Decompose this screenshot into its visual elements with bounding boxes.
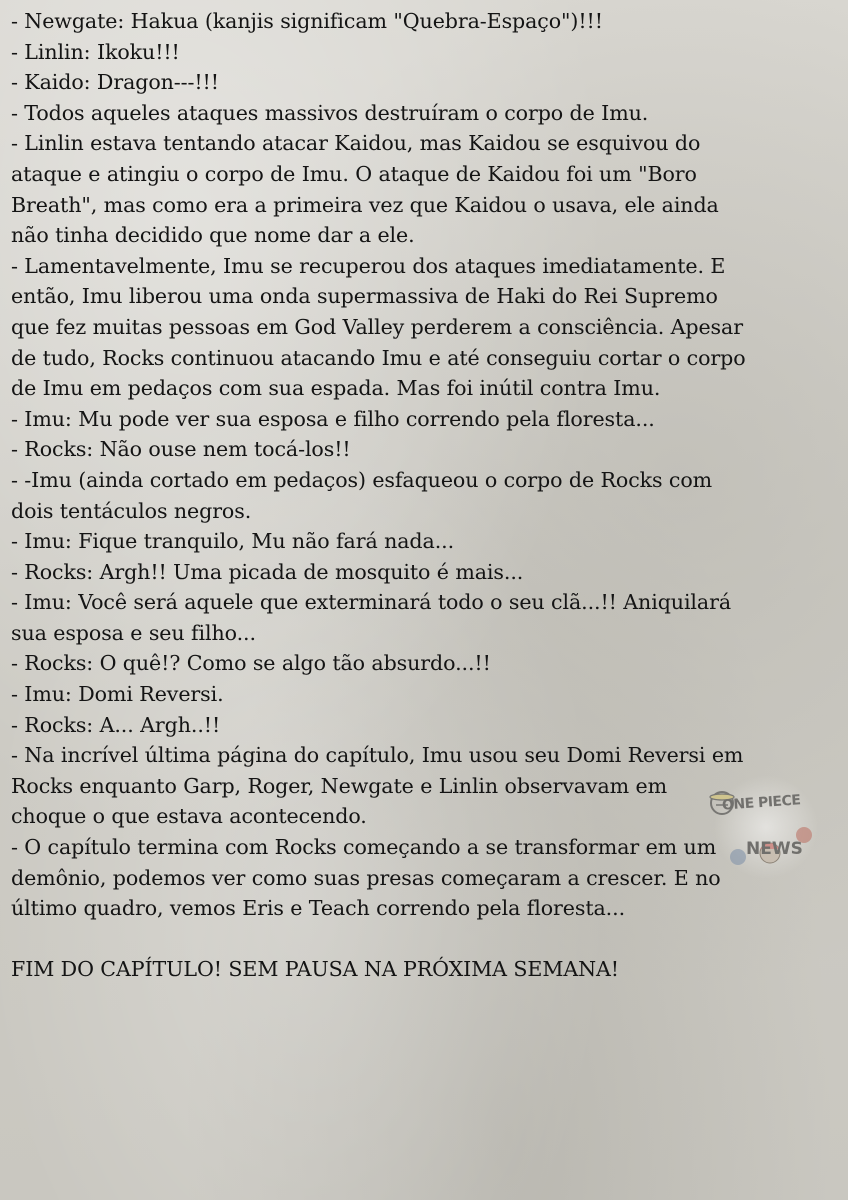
chapter-end-footer: FIM DO CAPÍTULO! SEM PAUSA NA PRÓXIMA SEMANA! [11,957,619,982]
watermark-logo-text: ONE PIECE [721,792,801,814]
text-line: - Lamentavelmente, Imu se recuperou dos ataques imediatamente. E [11,253,726,278]
text-line: então, Imu liberou uma onda supermassiva de Haki do Rei Supremo [11,284,718,309]
text-line: - Imu: Mu pode ver sua esposa e filho correndo pela floresta... [11,406,655,431]
straw-hat-jolly-roger-icon [708,775,828,885]
text-line: Breath", mas como era a primeira vez que Kaidou o usava, ele ainda [11,192,719,217]
text-line: - Rocks: O quê!? Como se algo tão absurdo...!! [11,651,491,676]
text-line: dois tentáculos negros. [11,498,252,523]
text-line: Rocks enquanto Garp, Roger, Newgate e Linlin observavam em [11,773,668,798]
text-line: - Newgate: Hakua (kanjis significam "Quebra-Espaço")!!! [11,9,603,33]
text-line: - Na incrível última página do capítulo, Imu usou seu Domi Reversi em [11,743,744,768]
text-line: último quadro, vemos Eris e Teach correndo pela floresta... [11,896,626,921]
text-line: - Imu: Domi Reversi. [11,682,224,707]
text-line: demônio, podemos ver como suas presas começaram a crescer. E no [11,865,721,890]
text-line: - Todos aqueles ataques massivos destruíram o corpo de Imu. [11,100,649,125]
text-line: choque o que estava acontecendo. [11,804,367,829]
text-line: - Linlin: Ikoku!!! [11,39,180,64]
text-line: - Imu: Fique tranquilo, Mu não fará nada... [11,529,455,554]
text-line: ataque e atingiu o corpo de Imu. O ataque de Kaidou foi um "Boro [11,161,697,186]
text-line: - -Imu (ainda cortado em pedaços) esfaqueou o corpo de Rocks com [11,467,713,492]
watermark-news-label: NEWS [746,839,803,859]
text-line: que fez muitas pessoas em God Valley perderem a consciência. Apesar [11,314,743,339]
text-line: - Rocks: Argh!! Uma picada de mosquito é mais... [11,559,524,584]
text-line: - Linlin estava tentando atacar Kaidou, mas Kaidou se esquivou do [11,131,701,156]
text-line: - Rocks: Não ouse nem tocá-los!! [11,437,351,462]
text-line: - O capítulo termina com Rocks começando a se transformar em um [11,835,717,860]
text-line: sua esposa e seu filho... [11,620,256,645]
one-piece-news-watermark [708,775,828,885]
text-line: - Kaido: Dragon---!!! [11,70,219,95]
paragraph-gap [11,924,839,955]
text-line: - Rocks: A... Argh..!! [11,712,221,737]
text-line: - Imu: Você será aquele que exterminará todo o seu clã...!! Aniquilará [11,590,732,615]
text-line: de Imu em pedaços com sua espada. Mas foi inútil contra Imu. [11,376,661,401]
text-line: não tinha decidido que nome dar a ele. [11,223,415,248]
text-line: de tudo, Rocks continuou atacando Imu e até conseguiu cortar o corpo [11,345,746,370]
